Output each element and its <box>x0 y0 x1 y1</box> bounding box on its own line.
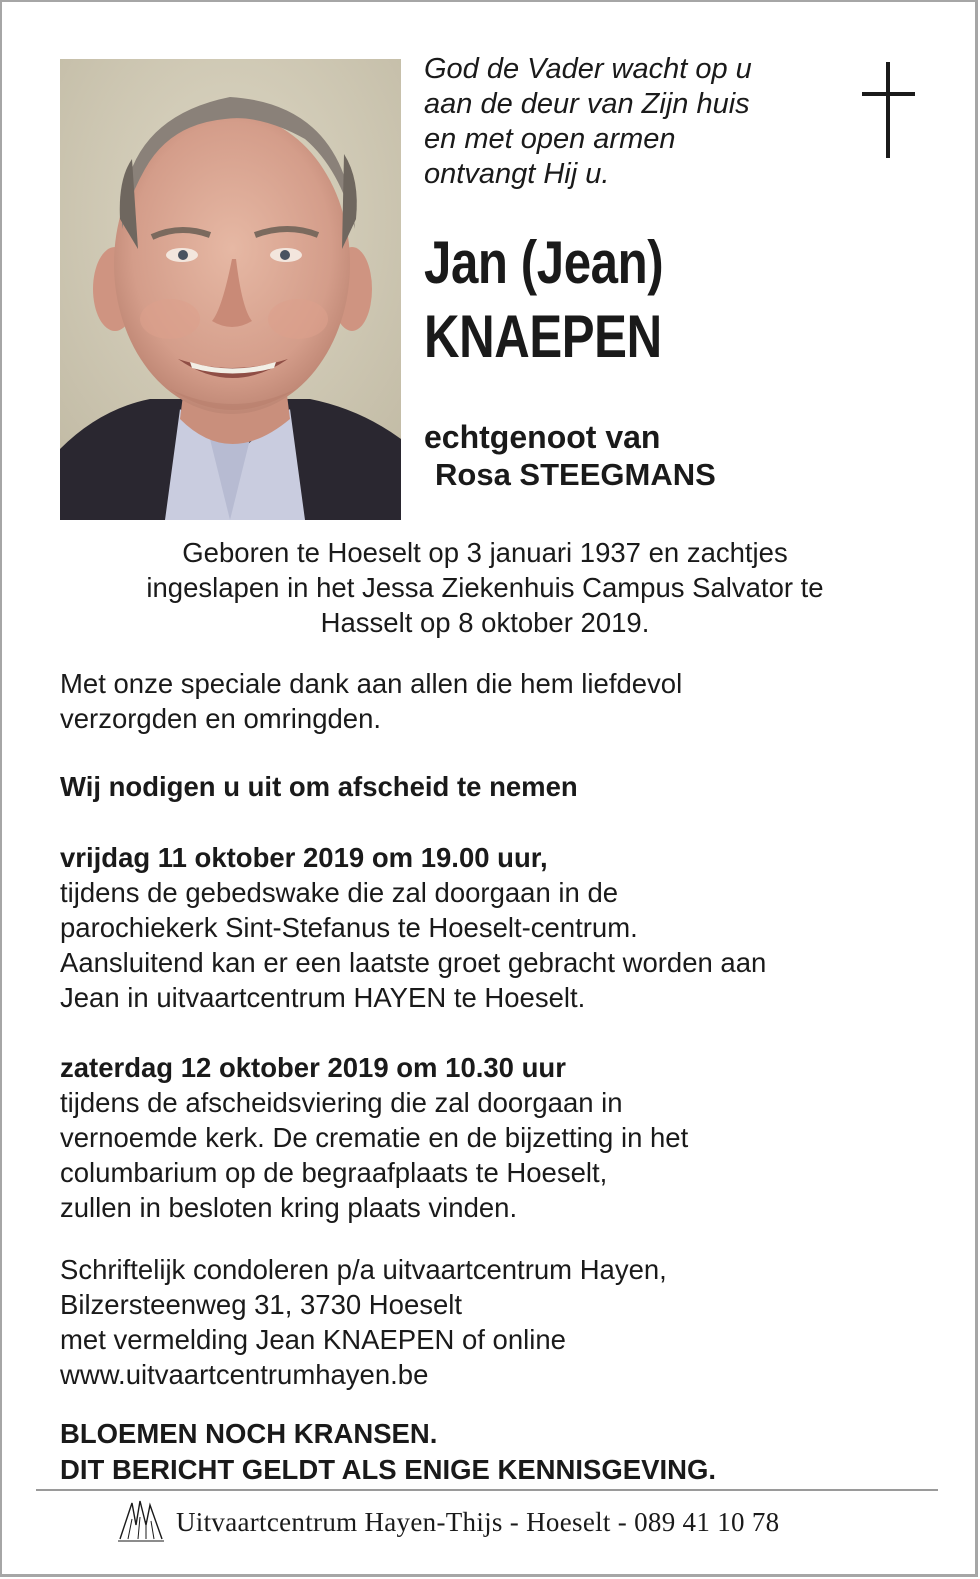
condolences-line: met vermelding Jean KNAEPEN of online <box>60 1324 566 1355</box>
thanks-line: Met onze speciale dank aan allen die hem liefdevol <box>60 668 683 699</box>
condolences-line: Schriftelijk condoleren p/a uitvaartcentrum Hayen, <box>60 1254 667 1285</box>
saturday-line: columbarium op de begraafplaats te Hoeselt, <box>60 1157 608 1188</box>
thanks-paragraph <box>60 666 920 736</box>
cross-icon <box>862 62 922 162</box>
funeral-home-logo-icon <box>118 1495 164 1543</box>
birth-death-line: Geboren te Hoeselt op 3 januari 1937 en zachtjes <box>182 537 788 568</box>
friday-line: Jean in uitvaartcentrum HAYEN te Hoeselt. <box>60 982 586 1013</box>
footer-divider <box>36 1489 938 1491</box>
portrait-photo <box>60 59 401 520</box>
saturday-line: tijdens de afscheidsviering die zal doorgaan in <box>60 1087 623 1118</box>
poem-line: God de Vader wacht op u <box>424 53 752 85</box>
condolences-website: www.uitvaartcentrumhayen.be <box>60 1359 429 1390</box>
poem-line: en met open armen <box>424 123 676 155</box>
footer-text: Uitvaartcentrum Hayen-Thijs - Hoeselt - 089 41 10 78 <box>176 1507 780 1537</box>
closing-line: DIT BERICHT GELDT ALS ENIGE KENNISGEVING. <box>60 1454 716 1485</box>
spouse-info <box>424 418 924 494</box>
friday-line: tijdens de gebedswake die zal doorgaan in de <box>60 877 619 908</box>
spouse-relation: echtgenoot van <box>424 419 661 455</box>
saturday-service <box>60 1050 920 1225</box>
friday-line: Aansluitend kan er een laatste groet gebracht worden aan <box>60 947 767 978</box>
poem <box>424 52 844 192</box>
friday-line: parochiekerk Sint-Stefanus te Hoeselt-centrum. <box>60 912 638 943</box>
closing-line: BLOEMEN NOCH KRANSEN. <box>60 1418 438 1449</box>
deceased-last-name: KNAEPEN <box>424 303 662 370</box>
spouse-name: Rosa STEEGMANS <box>435 457 716 492</box>
birth-death-line: Hasselt op 8 oktober 2019. <box>320 607 650 638</box>
birth-death-paragraph <box>60 535 910 640</box>
invitation-text: Wij nodigen u uit om afscheid te nemen <box>60 771 578 802</box>
condolences-paragraph <box>60 1252 920 1392</box>
saturday-heading: zaterdag 12 oktober 2019 om 10.30 uur <box>60 1052 566 1083</box>
friday-service <box>60 840 920 1015</box>
birth-death-line: ingeslapen in het Jessa Ziekenhuis Campus Salvator te <box>146 572 824 603</box>
poem-line: aan de deur van Zijn huis <box>424 88 750 120</box>
deceased-name <box>424 226 834 374</box>
thanks-line: verzorgden en omringden. <box>60 703 382 734</box>
saturday-line: zullen in besloten kring plaats vinden. <box>60 1192 518 1223</box>
invitation-heading <box>60 769 920 804</box>
deceased-first-name: Jan (Jean) <box>424 229 664 296</box>
saturday-line: vernoemde kerk. De crematie en de bijzetting in het <box>60 1122 689 1153</box>
friday-heading: vrijdag 11 oktober 2019 om 19.00 uur, <box>60 842 548 873</box>
condolences-line: Bilzersteenweg 31, 3730 Hoeselt <box>60 1289 463 1320</box>
poem-line: ontvangt Hij u. <box>424 158 610 190</box>
closing-notice <box>60 1416 920 1488</box>
